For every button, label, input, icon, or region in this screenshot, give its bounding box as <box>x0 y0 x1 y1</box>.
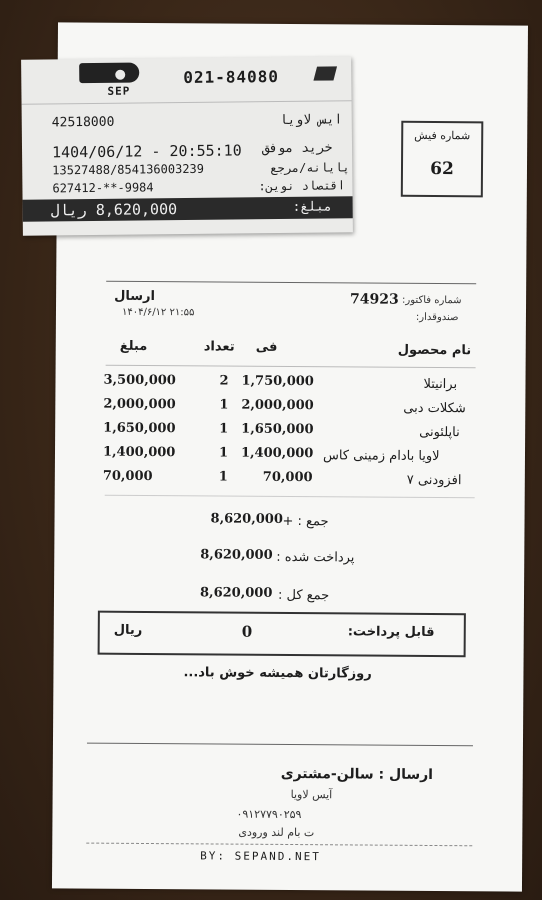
delivery-name: آیس لاویا <box>290 788 333 802</box>
slip-status: خرید موفق <box>261 140 333 157</box>
payable-unit: ریال <box>113 622 143 638</box>
col-name: نام محصول <box>397 342 472 359</box>
trace-value: 13527488/854136003239 <box>52 161 205 178</box>
item-name: ناپلئونی <box>419 424 460 441</box>
greeting: روزگارتان همیشه خوش باد... <box>183 665 372 682</box>
divider <box>87 743 473 747</box>
fish-number-box <box>401 121 484 198</box>
item-name: لاویا بادام زمینی کاس <box>322 448 440 465</box>
col-price: فی <box>255 339 278 355</box>
grand-total-value: 8,620,000 <box>199 585 273 601</box>
amount-value: 8,620,000 ریال <box>50 200 178 220</box>
divider <box>86 843 472 847</box>
delivery-phone: ۰۹۱۲۷۷۹۰۲۵۹ <box>236 807 302 822</box>
invoice-number: 74923 <box>350 291 399 308</box>
slip-datetime: 1404/06/12 - 20:55:10 <box>51 141 242 162</box>
item-qty: 1 <box>218 469 228 485</box>
item-name: برانیتلا <box>423 376 458 393</box>
trace-label: پایانه/مرجع <box>270 160 350 176</box>
item-amount: 1,650,000 <box>103 420 176 437</box>
divider <box>106 365 476 369</box>
col-qty: تعداد <box>203 339 235 355</box>
delivery-title: ارسال : سالن-مشتری <box>280 765 434 783</box>
invoice-number-label: شماره فاکتور: <box>402 294 462 307</box>
item-price: 1,400,000 <box>240 445 314 462</box>
item-amount: 70,000 <box>102 468 153 485</box>
item-amount: 2,000,000 <box>103 396 176 413</box>
item-price: 1,650,000 <box>241 421 314 438</box>
pos-slip <box>21 56 353 235</box>
sum-label: جمع : + <box>282 513 329 530</box>
merchant-name: ایس لاویا <box>279 112 343 129</box>
invoice-datetime: ۱۴۰۴/۶/۱۲ ۲۱:۵۵ <box>121 306 195 319</box>
grand-total-label: جمع کل : <box>277 587 330 604</box>
payable-box <box>98 611 466 658</box>
payable-label: قابل پرداخت: <box>347 624 435 641</box>
sum-value: 8,620,000 <box>210 511 283 527</box>
item-name: افزودنی ۷ <box>406 472 462 489</box>
card-label: اقتصاد نوین: <box>258 178 346 194</box>
divider <box>106 281 476 285</box>
item-name: شکلات دبی <box>403 400 466 417</box>
sep-logo-mark <box>79 62 139 83</box>
bank-logo-mark <box>313 66 337 80</box>
bank-logo <box>269 64 349 93</box>
item-price: 70,000 <box>262 469 313 486</box>
col-amount: مبلغ <box>119 338 148 354</box>
delivery-address: ت بام لند ورودی <box>238 825 315 840</box>
invoice-mode: ارسال <box>114 288 156 305</box>
item-price: 1,750,000 <box>241 373 314 390</box>
cashier-label: صندوقدار: <box>415 311 459 324</box>
item-qty: 1 <box>219 421 229 437</box>
card-value: 627412-**-9984 <box>52 180 154 196</box>
fish-title: شماره فیش <box>414 128 471 143</box>
amount-bar <box>23 196 353 221</box>
item-qty: 1 <box>219 397 229 413</box>
divider <box>105 495 475 499</box>
footer-credit: BY: SEPAND.NET <box>200 849 321 864</box>
item-amount: 3,500,000 <box>103 372 176 389</box>
item-qty: 2 <box>219 373 229 389</box>
item-amount: 1,400,000 <box>102 444 176 461</box>
payable-value: 0 <box>241 622 253 641</box>
paid-label: پرداخت شده : <box>276 549 355 566</box>
slip-phone: 021-84080 <box>183 67 280 88</box>
paid-value: 8,620,000 <box>200 547 273 563</box>
amount-label: مبلغ: <box>292 199 332 215</box>
item-price: 2,000,000 <box>241 397 314 414</box>
terminal-id: 42518000 <box>51 114 115 131</box>
item-qty: 1 <box>218 445 229 461</box>
fish-number: 62 <box>430 158 454 180</box>
sep-logo <box>69 62 159 107</box>
sep-logo-text: SEP <box>107 84 131 98</box>
